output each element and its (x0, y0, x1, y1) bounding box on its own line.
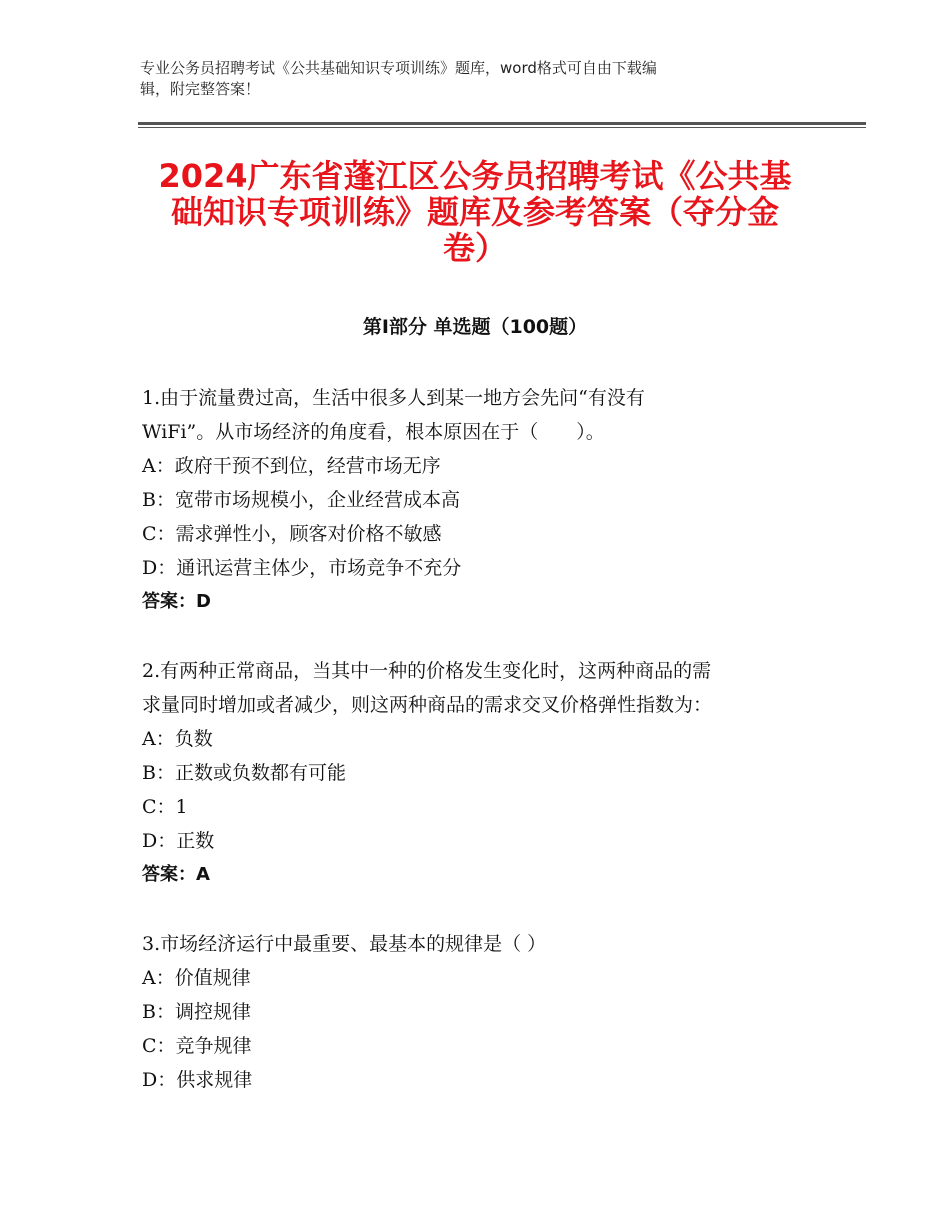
question-1 (142, 381, 822, 619)
section-heading: 第Ⅰ部分 单选题（100题） (362, 316, 588, 338)
answer: 答案：D (142, 591, 211, 612)
option-a: A：政府干预不到位，经营市场无序 (142, 455, 441, 477)
option-d: D：正数 (142, 830, 215, 852)
option-a: A：价值规律 (142, 967, 251, 989)
header-divider (138, 122, 866, 125)
option-b: B：调控规律 (142, 1001, 251, 1023)
answer: 答案：A (142, 864, 210, 885)
title-line: 础知识专项训练》题库及参考答案（夺分金 (170, 193, 779, 231)
option-c: C：竞争规律 (142, 1035, 252, 1057)
question-2 (142, 654, 822, 892)
header-note-line: 辑，附完整答案！ (140, 80, 261, 98)
option-a: A：负数 (142, 728, 213, 750)
question-stem: WiFi”。从市场经济的角度看，根本原因在于（ ）。 (142, 421, 605, 443)
header-note-line: 专业公务员招聘考试《公共基础知识专项训练》题库，word格式可自由下载编 (140, 59, 657, 77)
option-c: C：1 (142, 796, 188, 818)
title-line: 卷） (442, 229, 507, 267)
question-stem: 3.市场经济运行中最重要、最基本的规律是（ ） (142, 933, 547, 955)
header-divider-thin (138, 127, 866, 128)
option-d: D：供求规律 (142, 1069, 253, 1091)
option-b: B：正数或负数都有可能 (142, 762, 346, 784)
document-title (120, 158, 830, 266)
question-3 (142, 927, 822, 1097)
option-b: B：宽带市场规模小，企业经营成本高 (142, 489, 460, 511)
document-header-note (140, 58, 800, 100)
title-line: 2024广东省蓬江区公务员招聘考试《公共基 (158, 157, 792, 195)
option-d: D：通讯运营主体少，市场竞争不充分 (142, 557, 462, 579)
question-stem: 1.由于流量费过高，生活中很多人到某一地方会先问“有没有 (142, 387, 645, 409)
question-stem: 求量同时增加或者减少，则这两种商品的需求交叉价格弹性指数为： (142, 694, 713, 716)
question-stem: 2.有两种正常商品，当其中一种的价格发生变化时，这两种商品的需 (142, 660, 712, 682)
option-c: C：需求弹性小，顾客对价格不敏感 (142, 523, 442, 545)
